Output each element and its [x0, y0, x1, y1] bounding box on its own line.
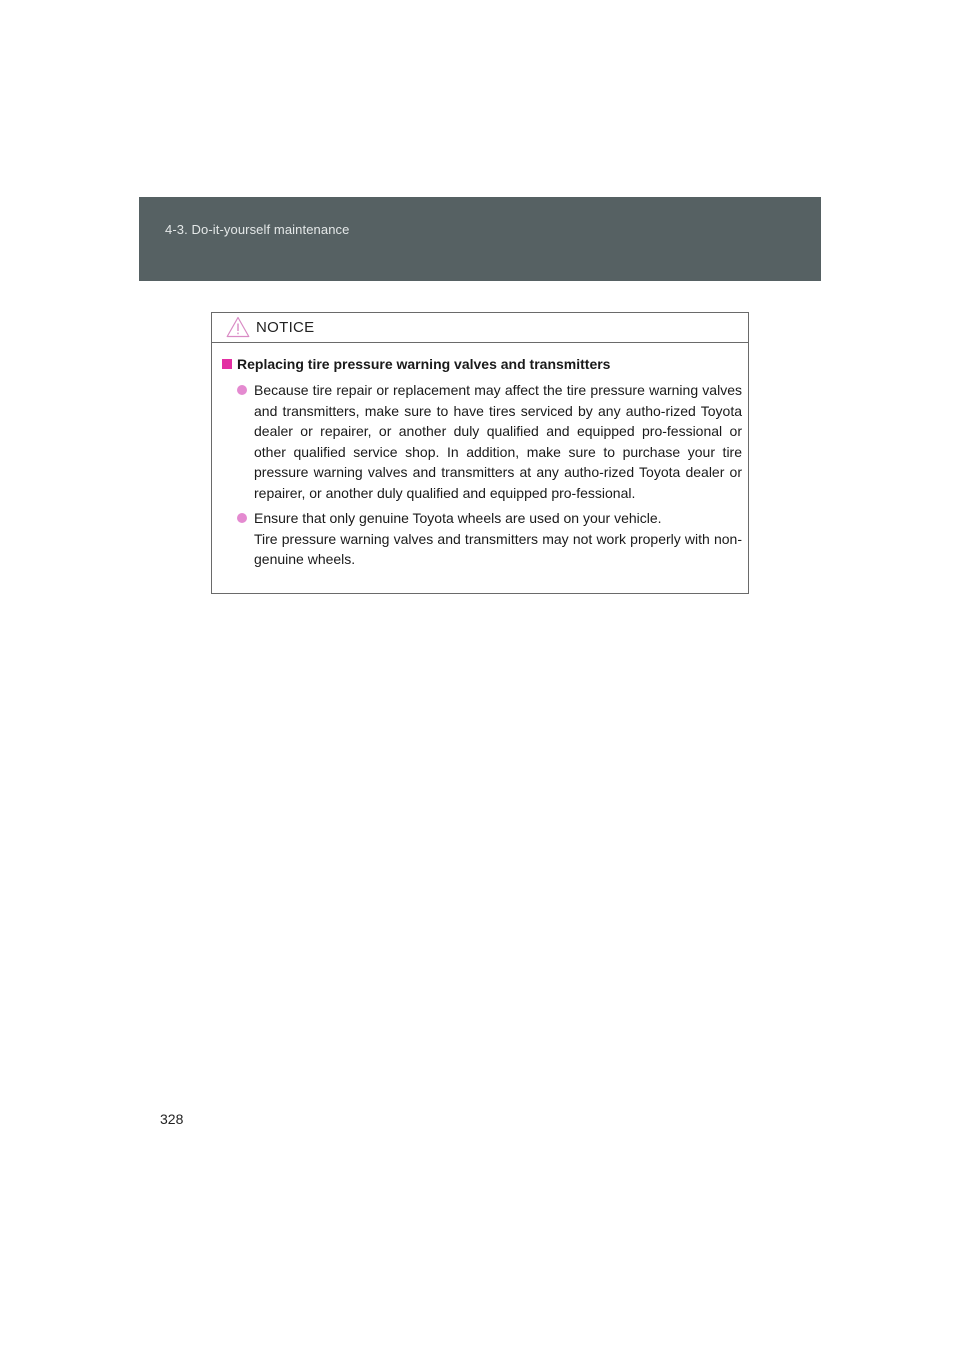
- list-item-text: Ensure that only genuine Toyota wheels are used on your vehicle.: [254, 510, 662, 526]
- notice-items: [222, 380, 742, 570]
- square-bullet-icon: [222, 359, 232, 369]
- list-item: [222, 508, 742, 570]
- notice-header: [212, 313, 748, 343]
- list-item-text: Because tire repair or replacement may affect the tire pressure warning valves and transmitters, make sure to have tires serviced by any autho-rized Toyota dealer or repairer, or another duly qualified and equipped pro-fessional or other qualified service shop. In addition, make sure to purchase your tire pressure warning valves and transmitters at any autho-rized Toyota dealer or repairer, or another duly qualified and equipped pro-fessional.: [254, 382, 742, 501]
- notice-heading: [222, 354, 742, 374]
- warning-triangle-icon: [226, 316, 250, 338]
- notice-label: NOTICE: [256, 319, 315, 336]
- list-item-text: Tire pressure warning valves and transmitters may not work properly with non-genuine wheels.: [254, 530, 742, 567]
- page-number: 328: [160, 1111, 184, 1127]
- dot-bullet-icon: [237, 385, 247, 395]
- notice-heading-text: Replacing tire pressure warning valves and transmitters: [237, 356, 611, 372]
- list-item: [222, 380, 742, 503]
- section-header-band: [139, 197, 821, 281]
- notice-box: [211, 312, 749, 594]
- notice-body: [212, 343, 748, 570]
- section-title: 4-3. Do-it-yourself maintenance: [165, 222, 350, 237]
- dot-bullet-icon: [237, 513, 247, 523]
